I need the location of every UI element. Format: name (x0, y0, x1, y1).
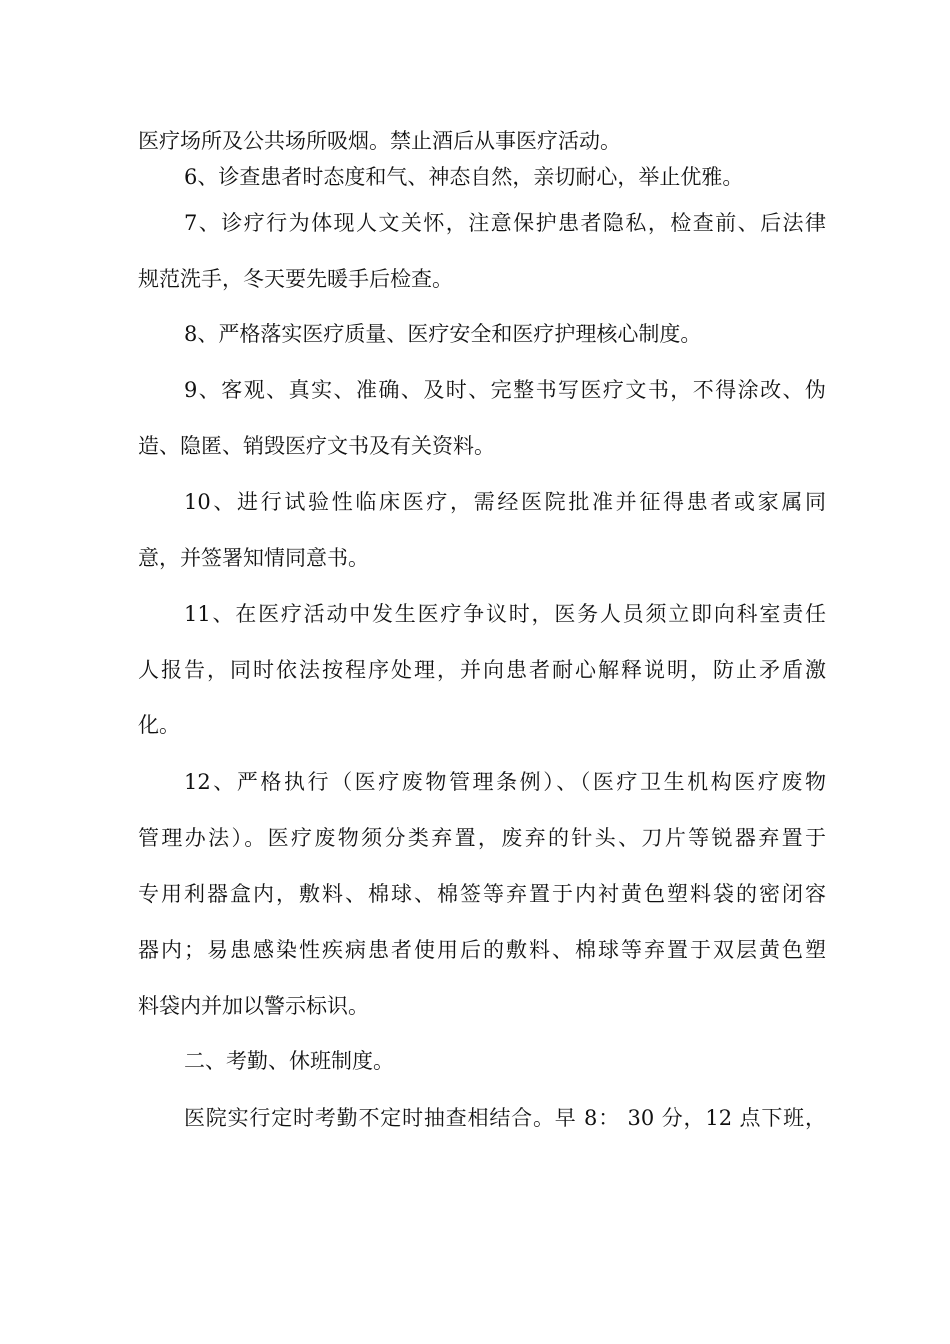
line-text: 12、严格执行（医疗废物管理条例）、（医疗卫生机构医疗废物 (184, 770, 826, 794)
text-line (0, 876, 950, 912)
text-line (0, 820, 950, 856)
text-line (0, 372, 950, 408)
line-text: 7、诊疗行为体现人文关怀，注意保护患者隐私，检查前、后法律 (184, 211, 826, 235)
text-line (0, 123, 950, 159)
text-line (0, 540, 950, 576)
text-line (0, 428, 950, 464)
line-text: 料袋内并加以警示标识。 (138, 994, 369, 1018)
text-line (0, 764, 950, 800)
text-line (0, 652, 950, 688)
line-text: 造、隐匿、销毁医疗文书及有关资料。 (138, 434, 495, 458)
text-line (0, 205, 950, 241)
line-text: 化。 (138, 713, 180, 737)
line-text: 规范洗手，冬天要先暖手后检查。 (138, 267, 453, 291)
text-line (0, 261, 950, 297)
text-line (0, 932, 950, 968)
text-line (0, 1043, 950, 1079)
line-text: 6、诊查患者时态度和气、神态自然，亲切耐心，举止优雅。 (184, 165, 744, 189)
text-line (0, 707, 950, 743)
text-line (0, 159, 950, 195)
line-text: 意，并签署知情同意书。 (138, 546, 369, 570)
line-text: 11、在医疗活动中发生医疗争议时，医务人员须立即向科室责任 (184, 602, 826, 626)
line-text: 10、进行试验性临床医疗，需经医院批准并征得患者或家属同 (184, 490, 826, 514)
text-line (0, 988, 950, 1024)
text-line (0, 1100, 950, 1136)
line-text: 二、考勤、休班制度。 (184, 1049, 394, 1073)
text-line (0, 484, 950, 520)
line-text: 器内；易患感染性疾病患者使用后的敷料、棉球等弃置于双层黄色塑 (138, 938, 826, 962)
line-text: 专用利器盒内，敷料、棉球、棉签等弃置于内衬黄色塑料袋的密闭容 (138, 882, 826, 906)
line-text: 医院实行定时考勤不定时抽查相结合。早 8： 30 分，12 点下班， (184, 1106, 826, 1130)
line-text: 8、严格落实医疗质量、医疗安全和医疗护理核心制度。 (184, 322, 702, 346)
line-text: 管理办法）。医疗废物须分类弃置，废弃的针头、刀片等锐器弃置于 (138, 826, 826, 850)
line-text: 人报告，同时依法按程序处理，并向患者耐心解释说明，防止矛盾激 (138, 658, 826, 682)
line-text: 医疗场所及公共场所吸烟。禁止酒后从事医疗活动。 (138, 129, 621, 153)
line-text: 9、客观、真实、准确、及时、完整书写医疗文书，不得涂改、伪 (184, 378, 826, 402)
text-line (0, 596, 950, 632)
text-line (0, 316, 950, 352)
